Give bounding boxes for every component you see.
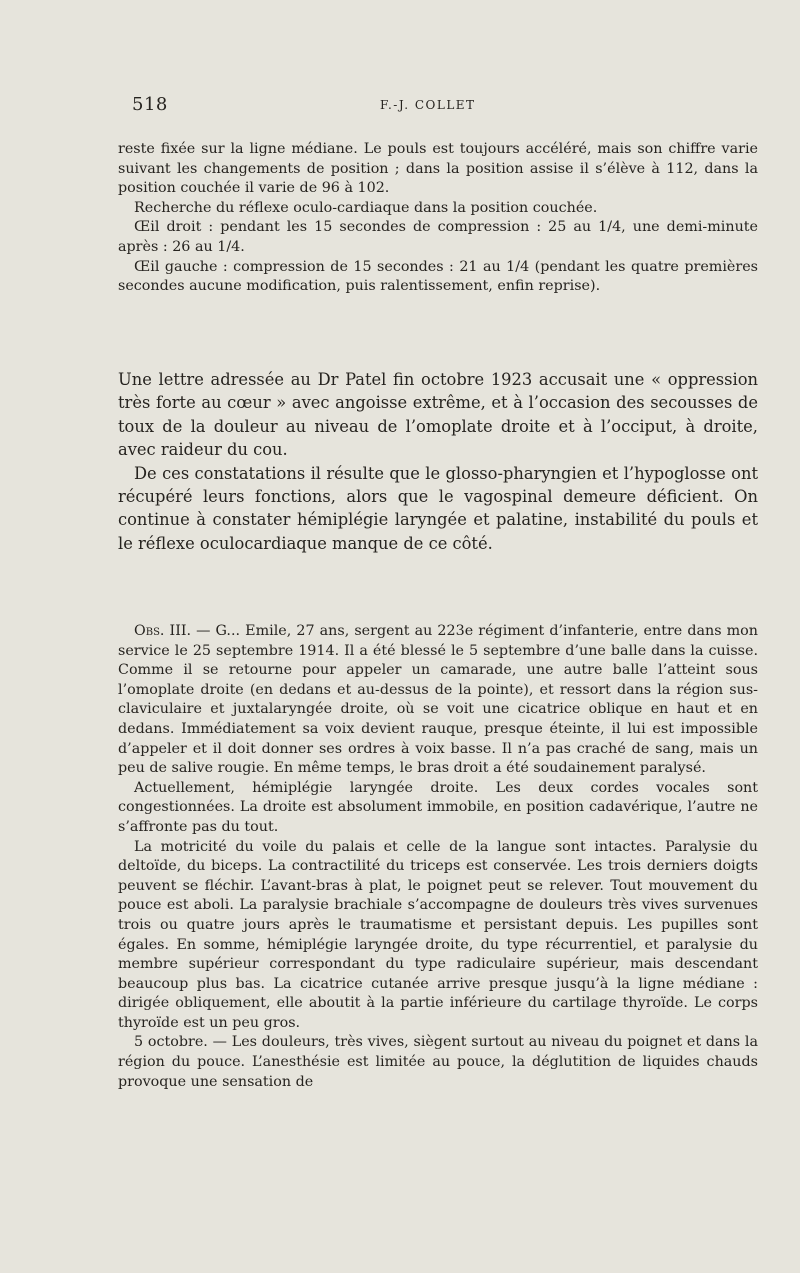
paragraph: Recherche du réflexe oculo-cardiaque dans la position couchée.	[134, 199, 598, 216]
running-head: F.-J. COLLET	[380, 98, 476, 112]
paragraph: De ces constatations il résulte que le glosso-pharyngien et l’hypoglosse ont récupéré leurs fonctions, alors que le vagospinal demeure déficient. On continue à constater hémiplégie laryngée et palatine, instabilité du pouls et le réflexe oculocardiaque manque de ce côté.	[118, 463, 758, 553]
paragraph: 5 octobre. — Les douleurs, très vives, siègent surtout au niveau du poignet et dans la région du pouce. L’anesthésie est limitée au pouce, la déglutition de liquides chauds provoque une sensation de	[118, 1034, 758, 1090]
observation-label: Obs. III.	[134, 623, 192, 639]
paragraph: La motricité du voile du palais et celle de la langue sont intactes. Paralysie du deltoïde, du biceps. La contractilité du triceps est conservée. Les trois derniers doigts peuvent se fléchir. L’avant-bras à plat, le poignet peut se relever. Tout mouvement du pouce est aboli. La paralysie brachiale s’accompagne de douleurs très vives survenues trois ou quatre jours après le traumatisme et persistant depuis. Les pupilles sont égales. En somme, hémiplégie laryngée droite, du type récurrentiel, et paralysie du membre supérieur correspondant du type radiculaire supérieur, mais descendant beaucoup plus bas. La cicatrice cutanée arrive presque jusqu’à la ligne médiane : dirigée obliquement, elle aboutit à la partie inférieure du cartilage thyroïde. Le corps thyroïde est un peu gros.	[118, 838, 758, 1031]
paragraph	[118, 622, 758, 779]
paragraph: Œil gauche : compression de 15 secondes : 21 au 1/4 (pendant les quatre premières secondes aucune modification, puis ralentissement, enfin reprise).	[118, 258, 758, 295]
observation-block	[118, 622, 758, 1092]
letter-summary-block	[118, 368, 758, 555]
paragraph: Œil droit : pendant les 15 secondes de compression : 25 au 1/4, une demi-minute après : 26 au 1/4.	[118, 219, 758, 255]
paragraph: Actuellement, hémiplégie laryngée droite. Les deux cordes vocales sont congestionnées. La droite est absolument immobile, en position cadavérique, l’autre ne s’affronte pas du tout.	[118, 779, 758, 835]
paragraph: Une lettre adressée au Dr Patel fin octobre 1923 accusait une « oppression très forte au cœur » avec angoisse extrême, et à l’occasion des secousses de toux de la douleur au niveau de l’omoplate droite et à l’occiput, à droite, avec raideur du cou.	[118, 370, 758, 460]
page-header	[132, 94, 752, 118]
clinical-notes-block	[118, 140, 758, 297]
observation-text: — G... Emile, 27 ans, sergent au 223e régiment d’infanterie, entre dans mon service le 25 septembre 1914. Il a été blessé le 5 septembre d’une balle dans la cuisse. Comme il se retourne pour appeler un camarade, une autre balle l’atteint sous l’omoplate droite (en dedans et au-dessus de la pointe), et ressort dans la région sus-claviculaire et juxtalaryngée droite, où se voit une cicatrice oblique en haut et en dedans. Immédiatement sa voix devient rauque, presque éteinte, il lui est impossible d’appeler et il doit donner ses ordres à voix basse. Il n’a pas craché de sang, mais un peu de salive rougie. En même temps, le bras droit a été soudainement paralysé.	[118, 623, 758, 777]
paragraph: reste fixée sur la ligne médiane. Le pouls est toujours accéléré, mais son chiffre varie suivant les changements de position ; dans la position assise il s’élève à 112, dans la position couchée il varie de 96 à 102.	[118, 141, 758, 197]
page-number: 518	[132, 94, 168, 115]
